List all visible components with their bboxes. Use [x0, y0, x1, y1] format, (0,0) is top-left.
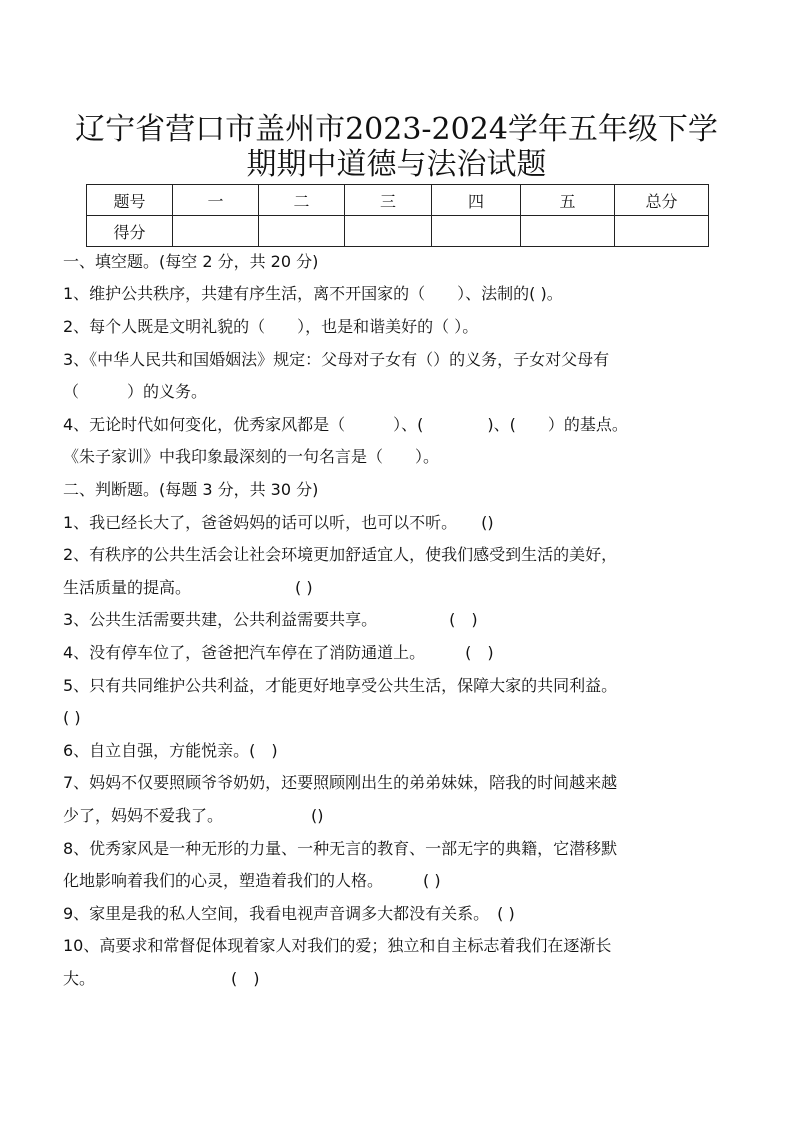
section2-question-5-line1: 5、只有共同维护公共利益，才能更好地享受公共生活，保障大家的共同利益。	[63, 676, 618, 695]
score-cell	[521, 216, 615, 247]
section1-heading: 一、填空题。(每空 2 分，共 20 分)	[63, 252, 319, 271]
section2-question-6: 6、自立自强，方能悦亲。( )	[63, 741, 278, 760]
exam-title-line1: 辽宁省营口市盖州市2023-2024学年五年级下学	[75, 112, 718, 147]
section2-question-8-line2: 化地影响着我们的心灵，塑造着我们的人格。 ( )	[63, 871, 441, 890]
score-table-header-cell: 五	[521, 185, 615, 216]
score-cell	[173, 216, 259, 247]
score-cell	[259, 216, 345, 247]
score-table-header-cell: 四	[432, 185, 521, 216]
score-table-header-cell: 题号	[87, 185, 173, 216]
section2-question-10-line2: 大。 ( )	[63, 969, 260, 988]
score-table-header-cell: 一	[173, 185, 259, 216]
section2-question-10-line1: 10、高要求和常督促体现着家人对我们的爱；独立和自主标志着我们在逐渐长	[63, 936, 612, 955]
section2-question-8-line1: 8、优秀家风是一种无形的力量、一种无言的教育、一部无字的典籍，它潜移默	[63, 839, 618, 858]
section2-question-7-line1: 7、妈妈不仅要照顾爷爷奶奶，还要照顾刚出生的弟弟妹妹，陪我的时间越来越	[63, 773, 618, 792]
section1-question-3-line2: （ ）的义务。	[63, 382, 208, 401]
score-table-header-cell: 三	[345, 185, 432, 216]
section1-question-3-line1: 3、《中华人民共和国婚姻法》规定：父母对子女有（）的义务，子女对父母有	[63, 350, 610, 369]
section2-question-9: 9、家里是我的私人空间，我看电视声音调多大都没有关系。 ( )	[63, 904, 515, 923]
section1-question-4-line2: 《朱子家训》中我印象最深刻的一句名言是（ ）。	[63, 447, 440, 466]
score-table-header-cell: 二	[259, 185, 345, 216]
section1-question-2: 2、每个人既是文明礼貌的（ ），也是和谐美好的（ ）。	[63, 317, 479, 336]
section2-question-2-line1: 2、有秩序的公共生活会让社会环境更加舒适宜人，使我们感受到生活的美好，	[63, 545, 618, 564]
section2-question-2-line2: 生活质量的提高。 ( )	[63, 578, 313, 597]
score-table-header-row	[87, 185, 709, 216]
score-table	[86, 184, 709, 247]
section2-question-7-line2: 少了，妈妈不爱我了。 ()	[63, 806, 324, 825]
section2-question-3: 3、公共生活需要共建，公共利益需要共享。 ( )	[63, 610, 478, 629]
score-row-label: 得分	[87, 216, 173, 247]
section2-heading: 二、判断题。(每题 3 分，共 30 分)	[63, 480, 319, 499]
exam-title-line2: 期期中道德与法治试题	[246, 147, 547, 182]
section2-question-5-line2: ( )	[63, 708, 81, 727]
score-table-score-row	[87, 216, 709, 247]
section1-question-4-line1: 4、无论时代如何变化，优秀家风都是（ ）、( )、( ）的基点。	[63, 415, 628, 434]
section2-question-1: 1、我已经长大了，爸爸妈妈的话可以听，也可以不听。 ()	[63, 513, 494, 532]
score-cell	[432, 216, 521, 247]
section2-question-4: 4、没有停车位了，爸爸把汽车停在了消防通道上。 ( )	[63, 643, 494, 662]
section1-question-1: 1、维护公共秩序，共建有序生活，离不开国家的（ ）、法制的( )。	[63, 284, 563, 303]
score-cell	[615, 216, 709, 247]
score-cell	[345, 216, 432, 247]
score-table-header-cell: 总分	[615, 185, 709, 216]
